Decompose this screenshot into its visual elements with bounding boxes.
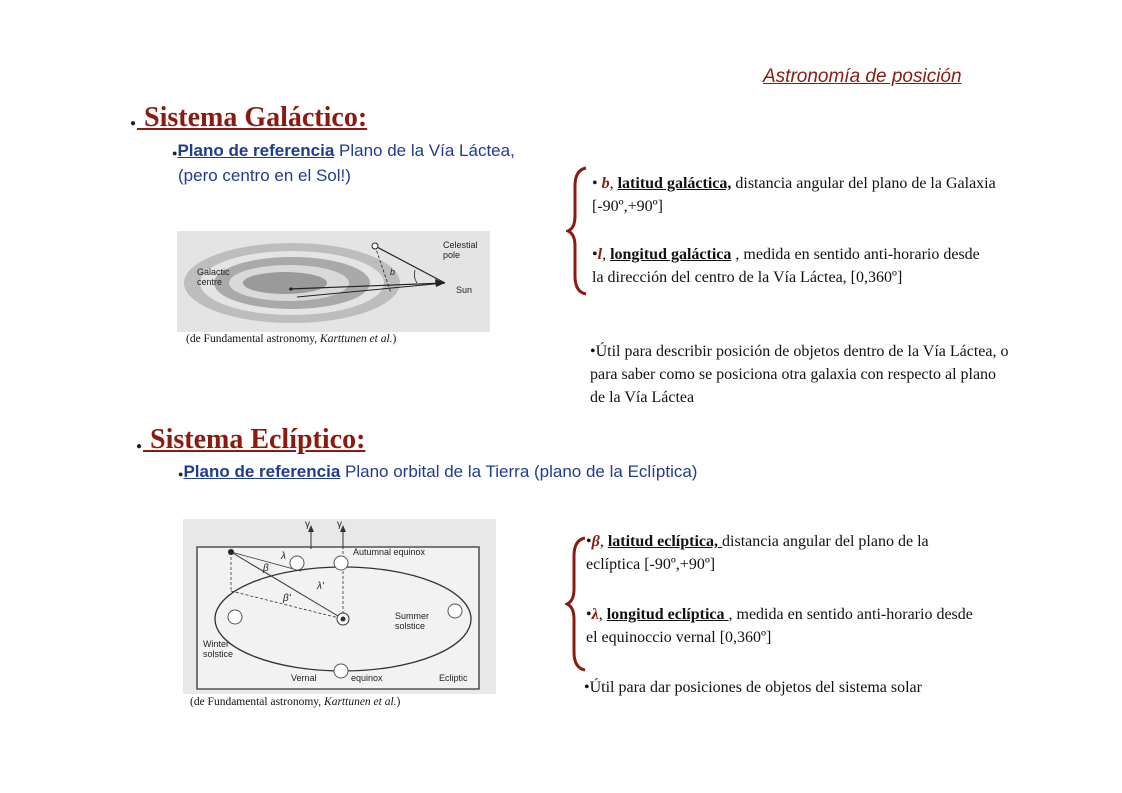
longitude-symbol: l — [597, 246, 603, 263]
section-title-galactic: Sistema Galáctico: — [137, 102, 368, 133]
usage-text: Útil para describir posición de objetos dentro de la Vía Láctea, o para saber como se posiciona otra galaxia con respecto al plano de la Vía Láctea — [590, 343, 1009, 406]
caption-authors: Karttunen et al. — [320, 333, 393, 345]
bullet-icon: ● — [130, 118, 137, 129]
page-header-title: Astronomía de posición — [763, 66, 962, 87]
galactic-reference-line — [172, 141, 515, 161]
longitude-description: , medida en sentido anti-horario desde el equinoccio vernal [0,360º] — [586, 606, 973, 646]
bullet-icon: ● — [178, 469, 184, 479]
caption-prefix: (de Fundamental astronomy, — [186, 333, 321, 345]
latitude-term: latitud galáctica, — [617, 175, 732, 192]
beta-prime-label: β' — [283, 593, 291, 604]
lambda-prime-label: λ' — [317, 581, 324, 592]
sun-label: Sun — [456, 285, 473, 295]
caption-suffix: ) — [396, 696, 401, 708]
galactic-figure — [177, 231, 490, 332]
label-line: centre — [197, 277, 223, 287]
galactic-usage-item: •Útil para describir posición de objetos dentro de la Vía Láctea, o para saber como se posiciona otra galaxia con respecto al plano de la Vía Láctea — [590, 343, 1009, 406]
latitude-description: distancia angular del plano de la eclíptica [-90º,+90º] — [586, 533, 929, 573]
ecliptic-figure — [183, 519, 496, 694]
lambda-label: λ — [281, 551, 286, 562]
latitude-description: distancia angular del plano de la Galaxia [-90º,+90º] — [592, 175, 996, 215]
reference-text: Plano orbital de la Tierra (plano de la Eclíptica) — [340, 462, 698, 481]
reference-text: Plano de la Vía Láctea, — [334, 141, 515, 160]
caption-suffix: ) — [392, 333, 397, 345]
ecliptic-reference-line — [178, 462, 697, 482]
separator: , — [609, 175, 618, 192]
galactic-reference-note: (pero centro en el Sol!) — [178, 166, 351, 185]
galactic-diagram — [177, 231, 490, 332]
b-label: b — [390, 267, 396, 277]
separator: , — [599, 533, 608, 550]
ecliptic-longitude-item: •λ, longitud eclíptica , medida en sentido anti-horario desde el equinoccio vernal [0,360º] — [586, 606, 973, 646]
autumnal-equinox-label: Autumnal equinox — [353, 547, 426, 557]
ecliptic-latitude-item: •β, latitud eclíptica, distancia angular del plano de la eclíptica [-90º,+90º] — [586, 533, 929, 573]
ecliptic-label: Ecliptic — [439, 673, 468, 683]
ecliptic-diagram — [183, 519, 496, 694]
galactic-longitude-item: •l, longitud galáctica , medida en sentido anti-horario desde la dirección del centro de la Vía Láctea, [0,360º] — [592, 246, 980, 286]
equinox-label: equinox — [351, 673, 383, 683]
galactic-latitude-item: • b, latitud galáctica, distancia angular del plano de la Galaxia [-90º,+90º] — [592, 175, 996, 215]
bullet-icon: ● — [172, 148, 178, 158]
ecliptic-figure-caption — [190, 696, 400, 708]
celestial-pole-label: Celestial pole — [443, 240, 478, 260]
section-title-ecliptic: Sistema Eclíptico: — [143, 424, 366, 455]
caption-authors: Karttunen et al. — [324, 696, 397, 708]
reference-label: Plano de referencia — [183, 462, 341, 481]
label-line: solstice — [203, 649, 234, 659]
caption-prefix: (de Fundamental astronomy, — [190, 696, 325, 708]
summer-solstice-label: Summer solstice — [395, 611, 430, 631]
galactic-figure-caption — [186, 333, 396, 345]
longitude-term: longitud galáctica — [610, 246, 732, 263]
label-line: pole — [443, 250, 461, 260]
longitude-description: , medida en sentido anti-horario desde la dirección del centro de la Vía Láctea, [0,360º] — [592, 246, 980, 286]
latitude-symbol: b — [601, 175, 610, 192]
brace-icon — [566, 166, 590, 296]
winter-solstice-label: Winter solstice — [203, 639, 234, 659]
longitude-term: longitud eclíptica — [606, 606, 729, 623]
bullet-icon: ● — [136, 441, 143, 452]
beta-label: β — [263, 563, 269, 574]
ecliptic-usage-item: •Útil para dar posiciones de objetos del sistema solar — [584, 679, 922, 696]
separator: , — [602, 246, 611, 263]
usage-text: Útil para dar posiciones de objetos del sistema solar — [589, 679, 922, 696]
gamma-label: γ — [337, 519, 342, 530]
separator: , — [598, 606, 607, 623]
galactic-centre-label: Galactic centre — [197, 267, 230, 287]
latitude-symbol: β — [591, 533, 600, 550]
vernal-label: Vernal — [291, 673, 317, 683]
reference-label: Plano de referencia — [177, 141, 335, 160]
latitude-term: latitud eclíptica, — [607, 533, 723, 550]
longitude-symbol: λ — [591, 606, 599, 623]
gamma-label: γ — [305, 519, 310, 530]
label-line: solstice — [395, 621, 426, 631]
